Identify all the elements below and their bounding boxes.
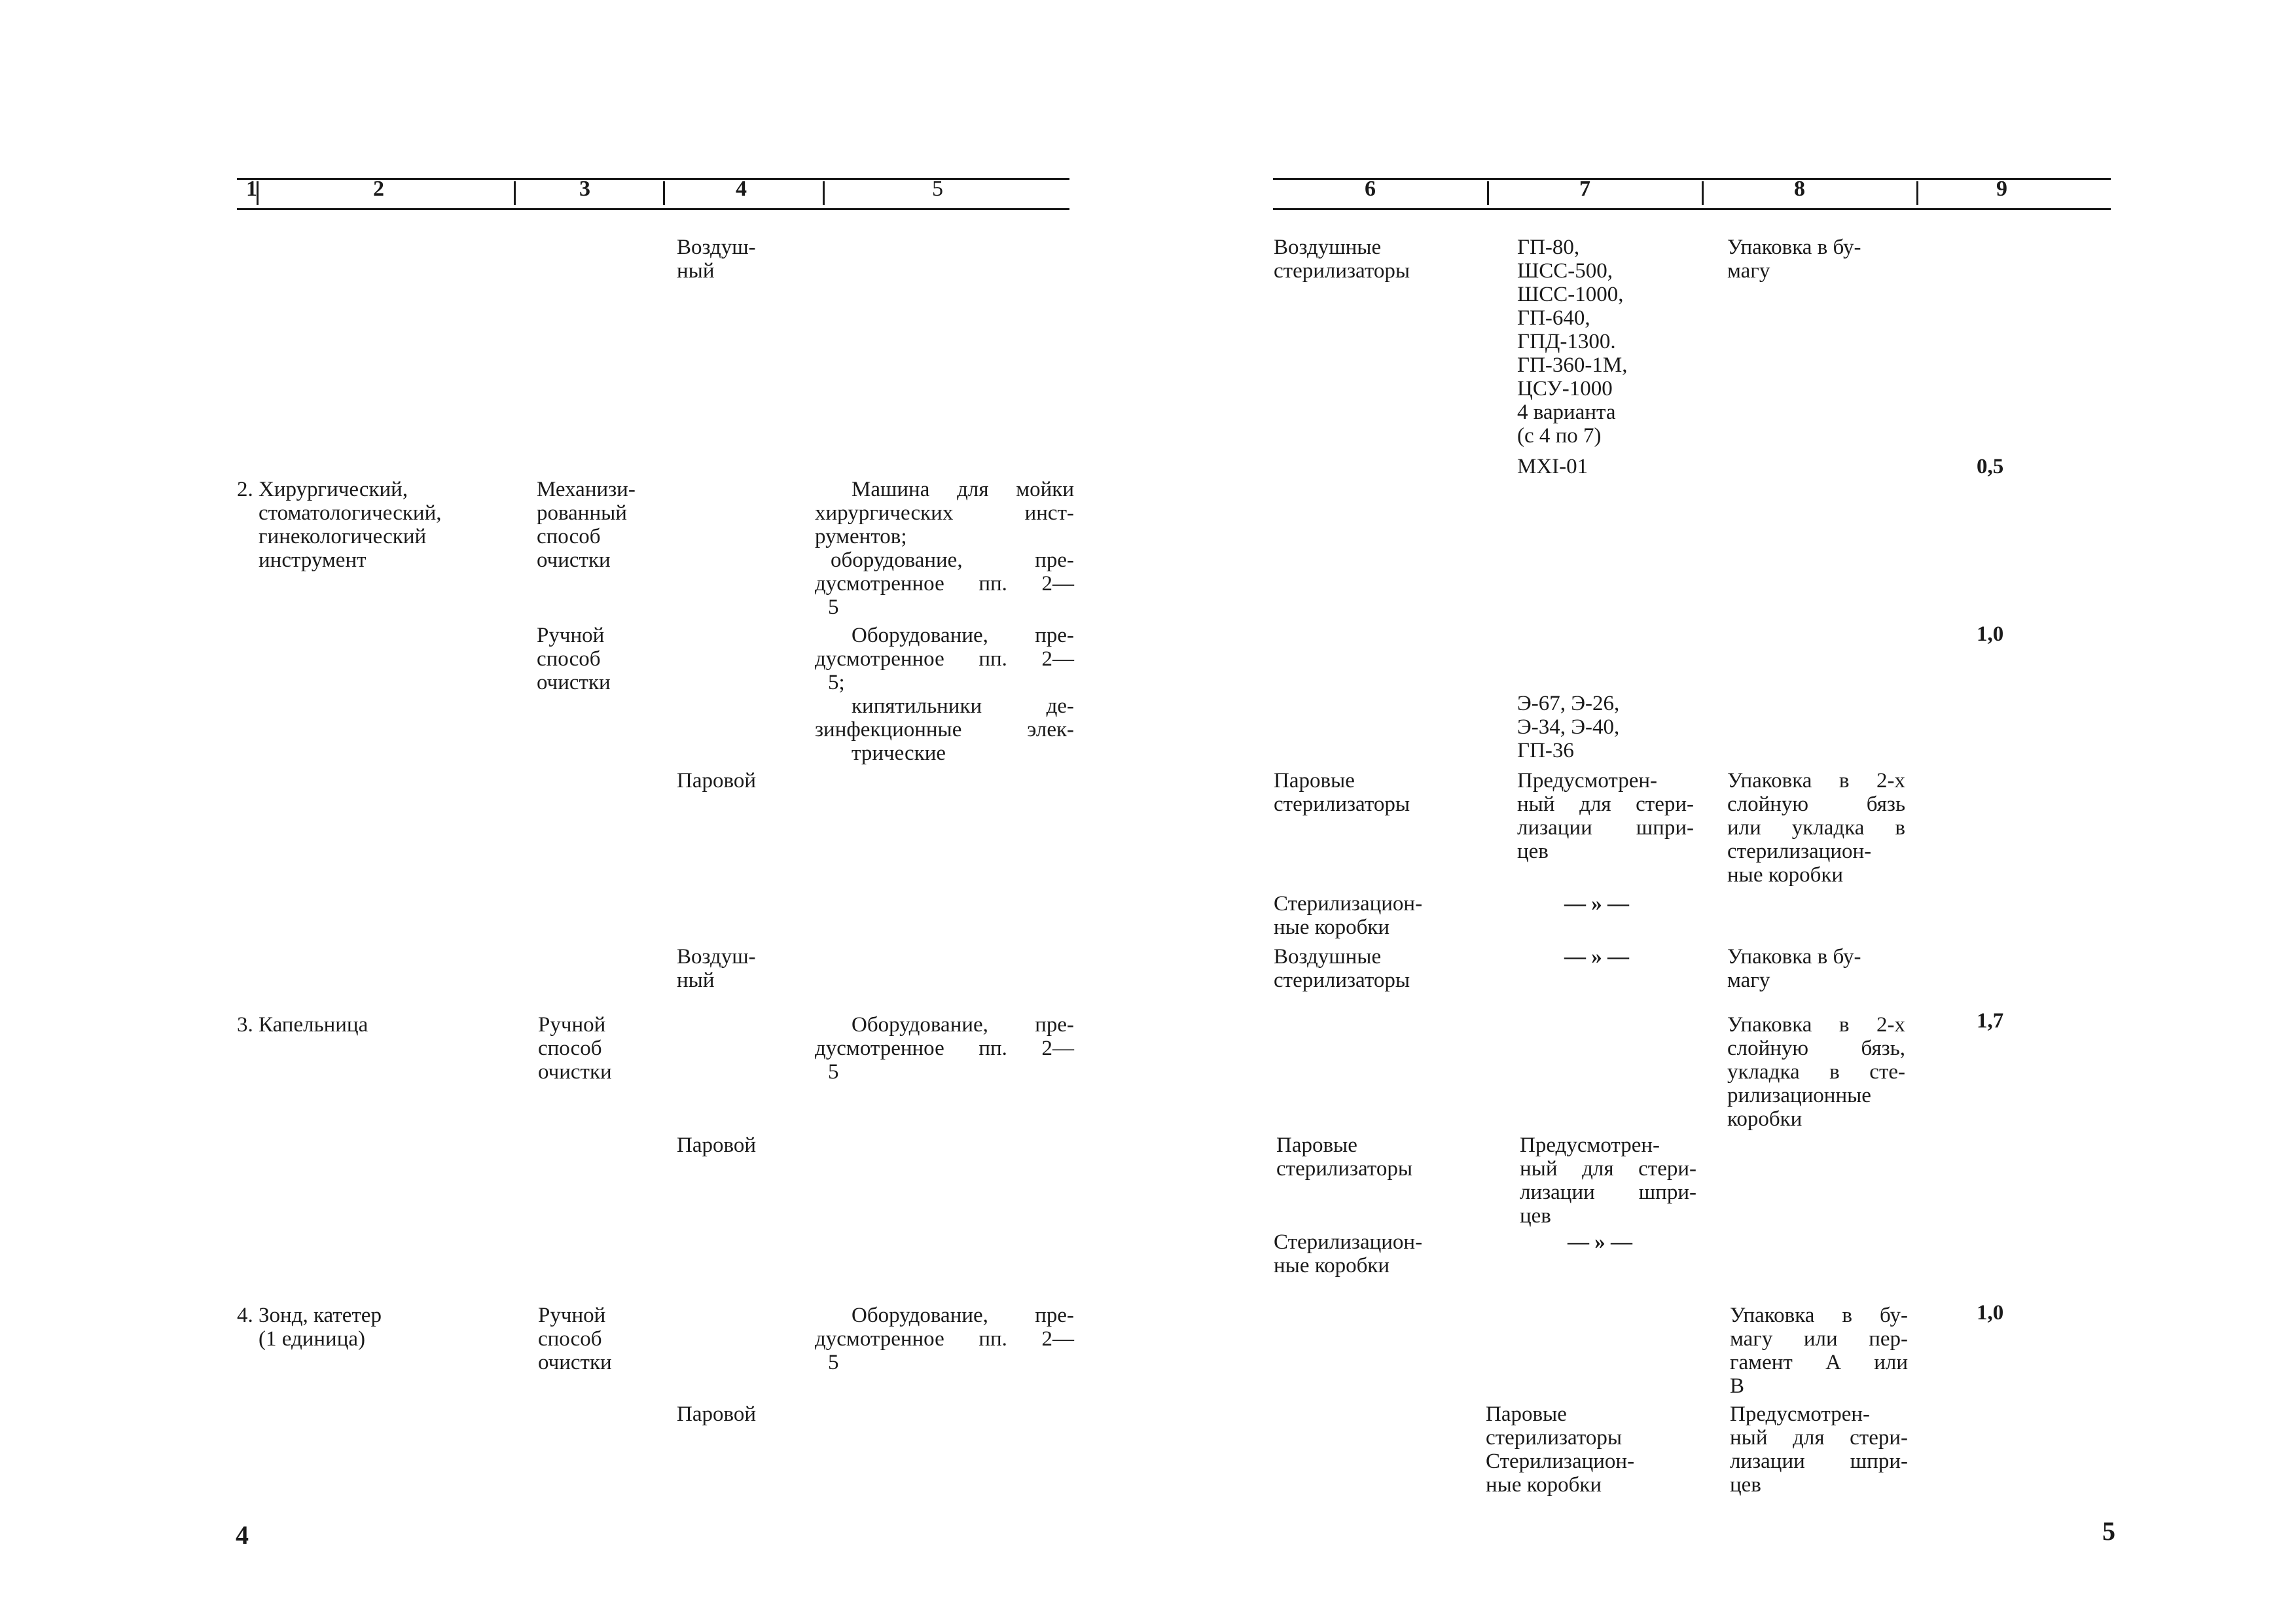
text-line: Оборудование, пре- [852, 1304, 1074, 1327]
col-header-2: 2 [373, 177, 384, 201]
text-line: зинфекционные элек- [815, 718, 1074, 741]
cell-cleaning-manual: Ручной способ очистки [538, 1013, 612, 1084]
text-line: цев [1520, 1204, 1551, 1228]
col-header-1: 1 [246, 177, 257, 201]
cell-models-boilers: Э-67, Э-26, Э-34, Э-40, ГП-36 [1517, 692, 1620, 762]
col-header-7: 7 [1579, 177, 1590, 201]
cell-equipment-washing-machine [815, 478, 1074, 619]
text-line: рументов; [815, 525, 907, 548]
cell-equipment-as-provided [815, 1304, 1074, 1374]
page-number-right: 5 [2102, 1516, 2115, 1546]
text-line: или укладка в [1727, 816, 1905, 840]
text-line: ный для стери- [1520, 1157, 1696, 1181]
cell-equipment-boilers [815, 624, 1074, 765]
cell-cleaning-mechanized: Механизи- рованный способ очистки [537, 478, 636, 572]
cell-models-air: ГП-80, ШСС-500, ШСС-1000, ГП-640, ГПД-1300. ГП-360-1М, ЦСУ-1000 4 варианта (с 4 по 7) [1517, 236, 1628, 448]
page-number-left: 4 [236, 1520, 249, 1550]
text-line: Предусмотрен- [1517, 769, 1658, 793]
cell-equipment-steam-and-boxes: Паровые стерилизаторы Стерилизацион- ные коробки [1486, 1402, 1635, 1497]
text-line: коробки [1727, 1107, 1803, 1131]
cell-method-air: Воздуш- ный [677, 945, 756, 992]
text-line: 5 [828, 596, 839, 619]
text-line: Оборудование, пре- [852, 624, 1074, 647]
text-line: слойную бязь, [1727, 1037, 1905, 1060]
col-header-4: 4 [736, 177, 747, 201]
text-line: лизации шпри- [1730, 1450, 1908, 1473]
cell-item-dropper: 3. Капельница [237, 1013, 368, 1037]
cell-packaging-calico [1727, 1013, 1905, 1131]
cell-method-air: Воздуш- ный [677, 236, 756, 283]
cell-equipment-as-provided [815, 1013, 1074, 1084]
cell-equipment-air-sterilizers: Воздушные стерилизаторы [1274, 236, 1410, 283]
col-header-8: 8 [1794, 177, 1805, 201]
cell-models-syringe [1520, 1133, 1696, 1228]
left-header-sep [823, 181, 825, 205]
text-line: Упаковка в бу- [1730, 1304, 1908, 1327]
text-line: лизации шпри- [1520, 1181, 1696, 1204]
right-header-sep [1702, 181, 1704, 205]
text-line: оборудование, пре- [831, 548, 1074, 572]
right-header-bottom-rule [1273, 208, 2111, 210]
left-header-bottom-rule [237, 208, 1069, 210]
right-header-top-rule [1273, 178, 2111, 180]
col-header-3: 3 [579, 177, 590, 201]
cell-equipment-steam-sterilizers: Паровые стерилизаторы [1276, 1133, 1412, 1181]
cell-norm-value: 1,0 [1977, 1301, 2004, 1325]
cell-ditto-mark: — » — [1568, 1230, 1632, 1254]
text-line: дусмотренное пп. 2— [815, 1037, 1074, 1060]
text-line: цев [1517, 840, 1549, 863]
text-line: Оборудование, пре- [852, 1013, 1074, 1037]
cell-packaging-calico [1727, 769, 1905, 887]
cell-model-mxi01: МХI-01 [1517, 455, 1588, 478]
cell-equipment-sterilization-boxes: Стерилизацион- ные коробки [1274, 892, 1423, 939]
cell-method-steam: Паровой [677, 1133, 756, 1157]
cell-equipment-sterilization-boxes: Стерилизацион- ные коробки [1274, 1230, 1423, 1277]
text-line: кипятильники де- [852, 694, 1074, 718]
cell-item-surgical-instrument: 2. Хирургический, стоматологический, гинекологический инструмент [237, 478, 442, 572]
cell-cleaning-manual: Ручной способ очистки [538, 1304, 612, 1374]
text-line: Предусмотрен- [1730, 1402, 1871, 1426]
cell-norm-value: 0,5 [1977, 455, 2004, 478]
text-line: 5 [828, 1060, 839, 1084]
cell-ditto-mark: — » — [1564, 892, 1629, 916]
text-line: 5 [828, 1351, 839, 1374]
cell-norm-value: 1,0 [1977, 622, 2004, 646]
left-header-top-rule [237, 178, 1069, 180]
right-header-sep [1916, 181, 1918, 205]
cell-packaging-paper: Упаковка в бу- магу [1727, 236, 1861, 283]
text-line: слойную бязь [1727, 793, 1905, 816]
text-line: магу или пер- [1730, 1327, 1908, 1351]
cell-packaging-paper: Упаковка в бу- магу [1727, 945, 1861, 992]
text-line: ный для стери- [1517, 793, 1694, 816]
text-line: В [1730, 1374, 1745, 1398]
text-line: лизации шпри- [1517, 816, 1694, 840]
left-header-sep [514, 181, 516, 205]
cell-models-syringe [1730, 1402, 1908, 1497]
text-line: хирургических инст- [815, 501, 1074, 525]
cell-equipment-steam-sterilizers: Паровые стерилизаторы [1274, 769, 1410, 816]
cell-item-probe-catheter: 4. Зонд, катетер (1 единица) [237, 1304, 382, 1351]
text-line: дусмотренное пп. 2— [815, 647, 1074, 671]
cell-method-steam: Паровой [677, 769, 756, 793]
text-line: Упаковка в 2-х [1727, 769, 1905, 793]
text-line: трические [852, 741, 946, 765]
text-line: Машина для мойки [852, 478, 1074, 501]
text-line: ные коробки [1727, 863, 1844, 887]
cell-cleaning-manual: Ручной способ очистки [537, 624, 611, 694]
cell-equipment-air-sterilizers: Воздушные стерилизаторы [1274, 945, 1410, 992]
text-line: Упаковка в 2-х [1727, 1013, 1905, 1037]
text-line: Предусмотрен- [1520, 1133, 1660, 1157]
text-line: ный для стери- [1730, 1426, 1908, 1450]
text-line: стерилизацион- [1727, 840, 1872, 863]
cell-method-steam: Паровой [677, 1402, 756, 1426]
cell-models-syringe [1517, 769, 1694, 863]
cell-packaging-parchment [1730, 1304, 1908, 1398]
text-line: 5; [828, 671, 845, 694]
text-line: цев [1730, 1473, 1761, 1497]
text-line: дусмотренное пп. 2— [815, 1327, 1074, 1351]
col-header-9: 9 [1996, 177, 2007, 201]
text-line: гамент А или [1730, 1351, 1908, 1374]
cell-ditto-mark: — » — [1564, 945, 1629, 969]
right-header-sep [1487, 181, 1489, 205]
text-line: дусмотренное пп. 2— [815, 572, 1074, 596]
col-header-5: 5 [932, 177, 943, 201]
col-header-6: 6 [1365, 177, 1376, 201]
text-line: рилизационные [1727, 1084, 1871, 1107]
text-line: укладка в сте- [1727, 1060, 1905, 1084]
left-header-sep [663, 181, 665, 205]
cell-norm-value: 1,7 [1977, 1009, 2004, 1033]
